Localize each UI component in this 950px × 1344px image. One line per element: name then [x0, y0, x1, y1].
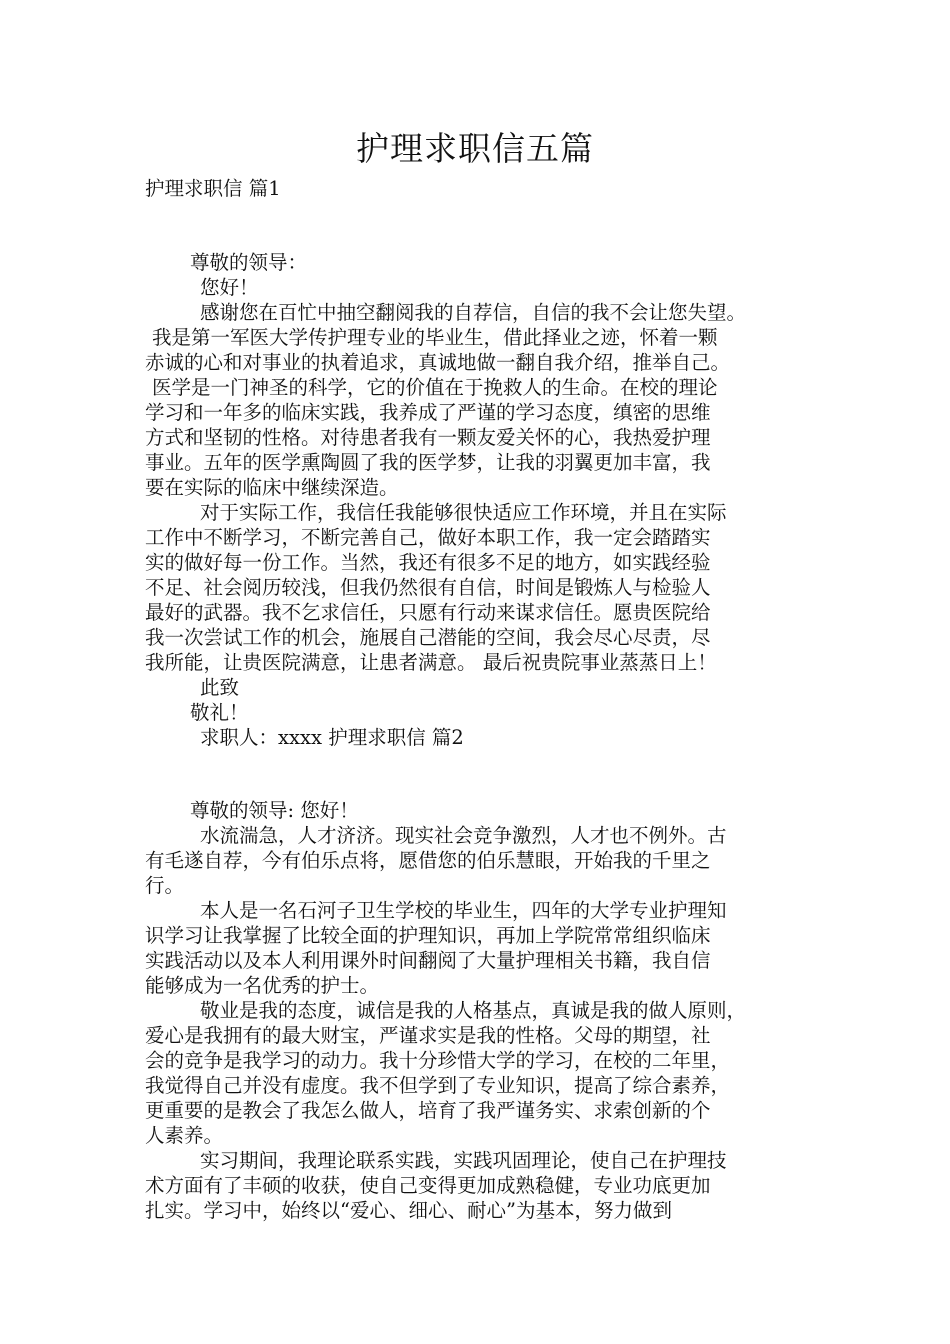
letter2-paragraph-line: 识学习让我掌握了比较全面的护理知识，再加上学院常常组织临床	[145, 924, 711, 947]
letter1-paragraph-line: 对于实际工作，我信任我能够很快适应工作环境，并且在实际	[200, 501, 727, 524]
letter2-paragraph-line: 扎实。学习中，始终以“爱心、细心、耐心”为基本，努力做到	[145, 1199, 672, 1222]
letter1-paragraph-line: 要在实际的临床中继续深造。	[145, 476, 399, 499]
letter1-paragraph-line: 感谢您在百忙中抽空翻阅我的自荐信，自信的我不会让您失望。	[200, 301, 747, 324]
letter2-paragraph-line: 术方面有了丰硕的收获，使自己变得更加成熟稳健，专业功底更加	[145, 1174, 711, 1197]
letter2-salutation: 尊敬的领导: 您好！	[190, 799, 359, 822]
letter1-paragraph-line: 事业。五年的医学熏陶圆了我的医学梦，让我的羽翼更加丰富，我	[145, 451, 711, 474]
letter2-paragraph-line: 水流湍急，人才济济。现实社会竞争激烈，人才也不例外。古	[200, 824, 727, 847]
letter2-paragraph-line: 我觉得自己并没有虚度。我不但学到了专业知识，提高了综合素养，	[145, 1074, 731, 1097]
letter2-paragraph-line: 爱心是我拥有的最大财宝，严谨求实是我的性格。父母的期望，社	[145, 1024, 711, 1047]
letter1-paragraph-line: 我所能，让贵医院满意，让患者满意。 最后祝贵院事业蒸蒸日上！	[145, 651, 717, 674]
letter2-paragraph-line: 更重要的是教会了我怎么做人，培育了我严谨务实、求索创新的个	[145, 1099, 711, 1122]
letter1-paragraph-line: 不足、社会阅历较浅，但我仍然很有自信，时间是锻炼人与检验人	[145, 576, 711, 599]
letter2-paragraph-line: 能够成为一名优秀的护士。	[145, 974, 380, 997]
letter2-paragraph-line: 实践活动以及本人利用课外时间翻阅了大量护理相关书籍，我自信	[145, 949, 711, 972]
letter1-paragraph-line: 赤诚的心和对事业的执着追求，真诚地做一翻自我介绍，推举自己。	[145, 351, 731, 374]
section-heading-1: 护理求职信 篇1	[145, 177, 281, 200]
letter1-regards: 敬礼！	[190, 701, 249, 724]
document-title: 护理求职信五篇	[356, 129, 594, 168]
letter2-paragraph-line: 实习期间，我理论联系实践，实践巩固理论，使自己在护理技	[200, 1149, 727, 1172]
letter2-paragraph-line: 行。	[145, 874, 185, 897]
letter2-paragraph-line: 敬业是我的态度，诚信是我的人格基点，真诚是我的做人原则，	[200, 999, 747, 1022]
letter1-paragraph-line: 医学是一门神圣的科学，它的价值在于挽救人的生命。在校的理论	[152, 376, 718, 399]
letter1-greeting: 您好！	[200, 276, 259, 299]
letter1-paragraph-line: 我是第一军医大学传护理专业的毕业生，借此择业之迹，怀着一颗	[152, 326, 718, 349]
letter1-paragraph-line: 最好的武器。我不乞求信任，只愿有行动来谋求信任。愿贵医院给	[145, 601, 711, 624]
letter2-paragraph-line: 有毛遂自荐，今有伯乐点将，愿借您的伯乐慧眼，开始我的千里之	[145, 849, 711, 872]
letter2-paragraph-line: 人素养。	[145, 1124, 224, 1147]
letter2-paragraph-line: 本人是一名石河子卫生学校的毕业生，四年的大学专业护理知	[200, 899, 727, 922]
letter1-closing: 此致	[200, 676, 240, 699]
letter1-paragraph-line: 学习和一年多的临床实践，我养成了严谨的学习态度，缜密的思维	[145, 401, 711, 424]
letter1-paragraph-line: 工作中不断学习，不断完善自己，做好本职工作，我一定会踏踏实	[145, 526, 711, 549]
letter2-paragraph-line: 会的竞争是我学习的动力。我十分珍惜大学的学习，在校的二年里，	[145, 1049, 731, 1072]
letter1-signature: 求职人：xxxx 护理求职信 篇2	[200, 726, 464, 749]
letter1-paragraph-line: 我一次尝试工作的机会，施展自己潜能的空间，我会尽心尽责，尽	[145, 626, 711, 649]
letter1-paragraph-line: 实的做好每一份工作。当然，我还有很多不足的地方，如实践经验	[145, 551, 711, 574]
letter1-salutation: 尊敬的领导：	[190, 251, 308, 274]
letter1-paragraph-line: 方式和坚韧的性格。对待患者我有一颗友爱关怀的心，我热爱护理	[145, 426, 711, 449]
